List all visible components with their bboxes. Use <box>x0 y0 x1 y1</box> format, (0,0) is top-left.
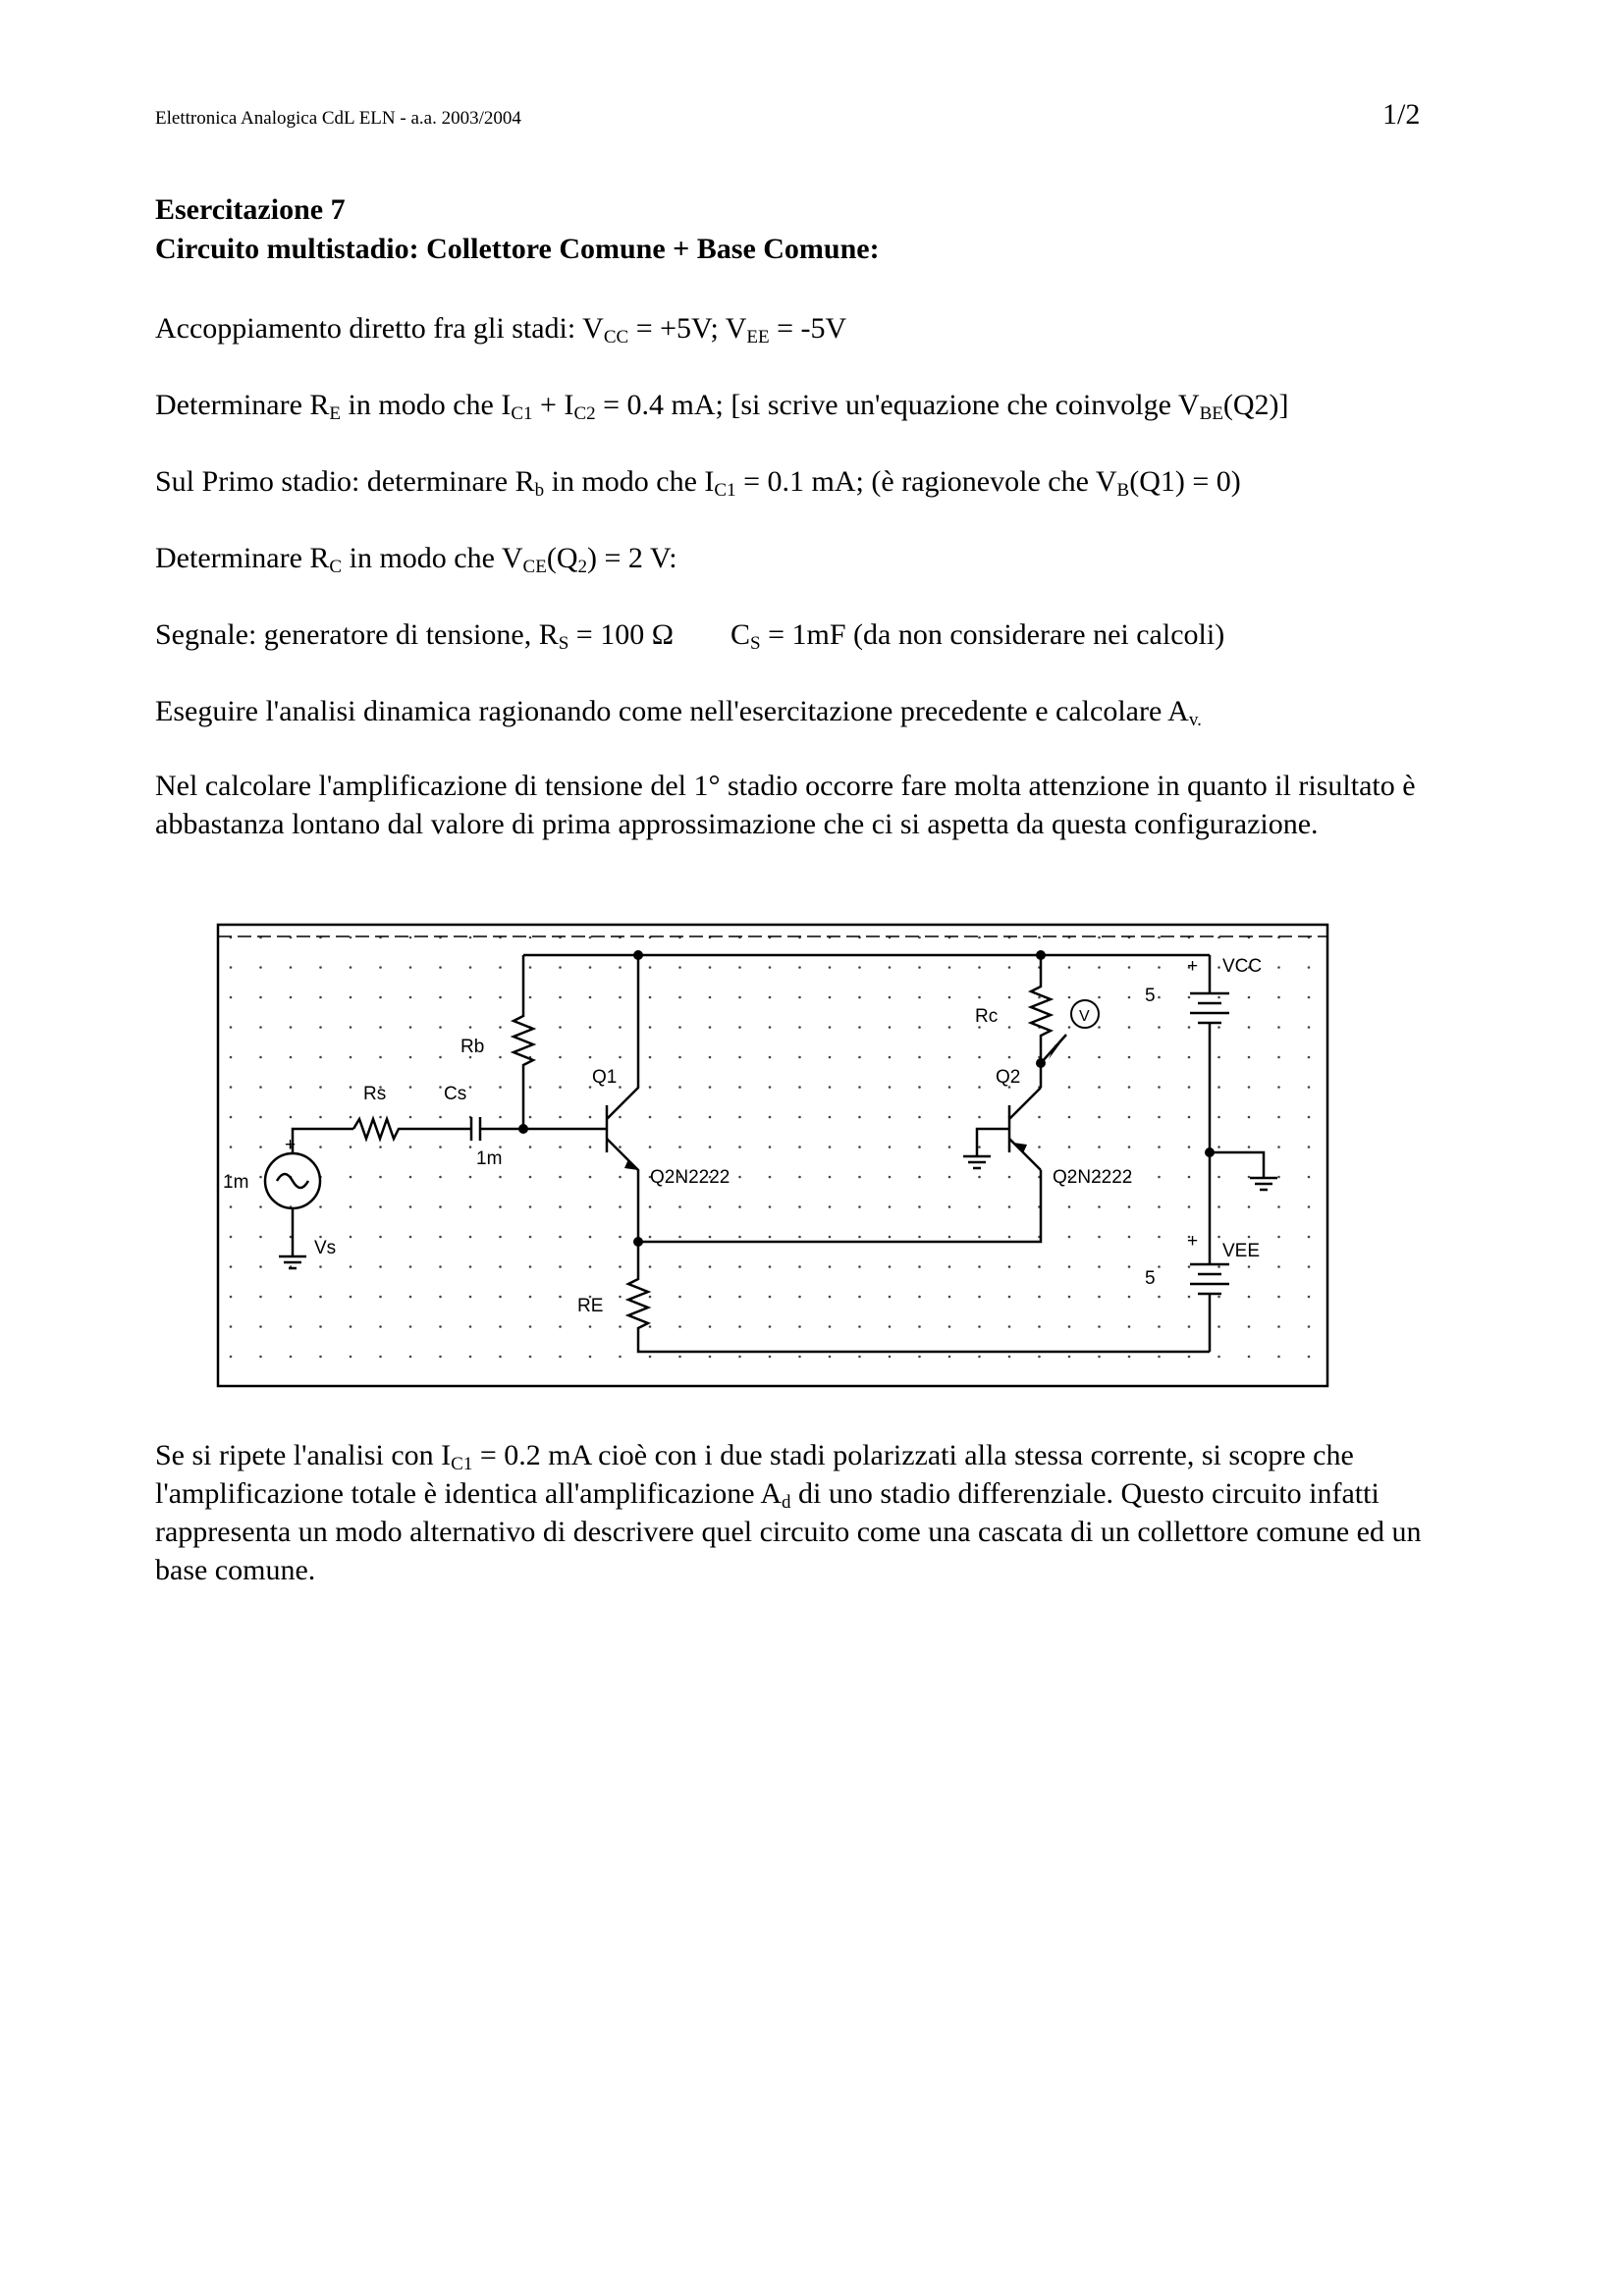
paragraph-re: Determinare $R_E$ in modo che $I_{C1} + I_{C2} = 0.4$ mA; [si scrive un'equazione che coinvolge $V_{BE}(Q2)$] <box>155 389 1289 424</box>
paragraph-coupling: Accoppiamento diretto fra gli stadi: $V_{CC} = +5V$; $V_{EE} = -5V$ <box>155 312 847 347</box>
rb-label: Rb <box>460 1037 485 1057</box>
vcc-value: 5 <box>1145 986 1156 1006</box>
paragraph-dynamic: Eseguire l'analisi dinamica ragionando come nell'esercitazione precedente e calcolare $A_{v.}$ <box>155 695 1202 730</box>
q2-model: Q2N2222 <box>1053 1167 1133 1188</box>
exercise-subtitle: Circuito multistadio: Collettore Comune + Base Comune: <box>155 233 880 265</box>
vcc-plus: + <box>1187 956 1199 977</box>
header-course: Elettronica Analogica CdL ELN - a.a. 2003/2004 <box>155 108 521 129</box>
vcc-label: VCC <box>1222 956 1263 977</box>
paragraph-rb: Sul Primo stadio: determinare $R_b$ in modo che $I_{C1} = 0.1$ mA; (è ragionevole che $V_B(Q1) = 0$) <box>155 465 1241 501</box>
rc-label: Rc <box>975 1006 999 1027</box>
vs-label: Vs <box>314 1238 337 1258</box>
q1-model: Q2N2222 <box>650 1167 730 1188</box>
paragraph-rc: Determinare $R_C$ in modo che $V_{CE}(Q_2) = 2$ V: <box>155 542 677 577</box>
cs-value: 1m <box>476 1148 503 1169</box>
q2-label: Q2 <box>996 1067 1021 1088</box>
page-number: 1/2 <box>1382 98 1421 131</box>
rs-label: Rs <box>363 1084 387 1104</box>
vs-value: 1m <box>223 1172 249 1193</box>
q1-label: Q1 <box>592 1067 618 1088</box>
grid-background <box>218 925 1327 1386</box>
exercise-title: Esercitazione 7 <box>155 193 346 226</box>
vee-plus: + <box>1187 1231 1199 1252</box>
paragraph-signal: Segnale: generatore di tensione, $R_S = 100$ Ω $C_S = 1mF$ (da non considerare nei calcoli) <box>155 618 1225 654</box>
vee-value: 5 <box>1145 1268 1156 1289</box>
voltmeter-label: V <box>1079 1008 1090 1025</box>
vee-label: VEE <box>1222 1241 1261 1261</box>
re-label: RE <box>577 1296 604 1316</box>
circuit-schematic <box>216 923 1330 1389</box>
paragraph-differential: Se si ripete l'analisi con $I_{C1} = 0.2$ mA cioè con i due stadi polarizzati alla stessa corrente, si scopre che l'amplificazione totale è identica all'amplificazione $A_d$ di uno stadio differenziale. Questo circuito infatti rappresenta un modo alternativo di descrivere quel circuito come una cascata di un collettore comune ed un base comune. <box>155 1439 1422 1586</box>
paragraph-first-stage: Nel calcolare l'amplificazione di tensione del 1° stadio occorre fare molta attenzione in quanto il risultato è abbastanza lontano dal valore di prima approssimazione che ci si aspetta da questa configurazione. <box>155 770 1416 840</box>
vs-plus: + <box>285 1135 297 1155</box>
cs-label: Cs <box>444 1084 467 1104</box>
